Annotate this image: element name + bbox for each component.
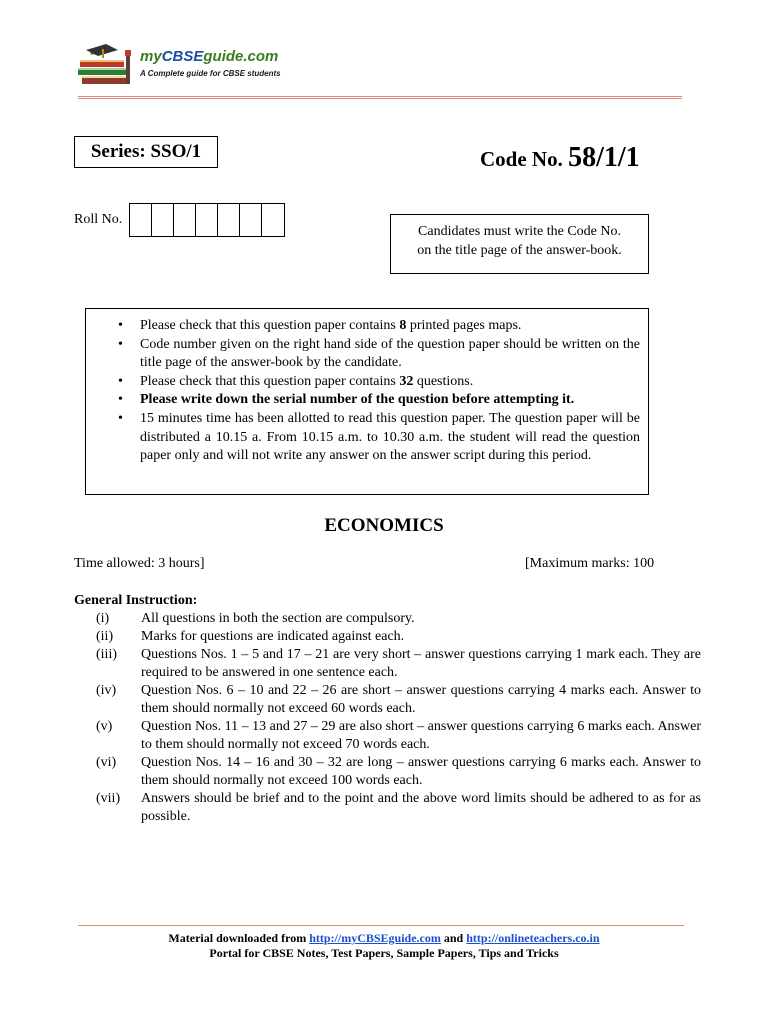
- logo-cbse: CBSE: [161, 48, 204, 65]
- general-instruction-heading: General Instruction:: [74, 593, 198, 608]
- books-icon: [76, 40, 138, 90]
- general-instruction-item: [74, 610, 701, 628]
- instruction-item: [140, 391, 640, 410]
- general-instruction-item: [74, 718, 701, 754]
- maximum-marks: [Maximum marks: 100: [525, 556, 655, 571]
- mycbseguide-logo[interactable]: [76, 40, 316, 90]
- onlineteachers-link[interactable]: http://onlineteachers.co.in: [466, 931, 600, 945]
- header-divider: [78, 96, 682, 99]
- instruction-number: (ii): [96, 629, 114, 644]
- instruction-item: [140, 373, 640, 392]
- instruction-text-bold: Please write down the serial number of the question before attempting it.: [140, 392, 575, 408]
- question-count: 32: [399, 373, 414, 389]
- roll-no-label: Roll No.: [74, 212, 123, 227]
- roll-no-boxes: [129, 203, 285, 237]
- instruction-text: Please check that this question paper contains: [140, 373, 400, 389]
- instruction-number: (iv): [96, 683, 117, 698]
- mycbseguide-link[interactable]: http://myCBSEguide.com: [309, 931, 441, 945]
- instruction-text: Question Nos. 11 – 13 and 27 – 29 are also short – answer questions carrying 6 marks each. Answer to them should normally not exceed 70 words each.: [141, 719, 701, 752]
- logo-tagline: A Complete guide for CBSE students: [140, 69, 281, 78]
- instruction-text: All questions in both the section are compulsory.: [141, 611, 415, 626]
- general-instruction-item: [74, 646, 701, 682]
- logo-my: my: [140, 48, 162, 65]
- instruction-text: Question Nos. 14 – 16 and 30 – 32 are long – answer questions carrying 6 marks each. Answer to them should normally not exceed 100 words each.: [141, 755, 701, 788]
- candidate-note-box: [390, 214, 649, 274]
- general-instruction-item: [74, 682, 701, 718]
- time-allowed: Time allowed: 3 hours]: [74, 556, 205, 571]
- roll-no-cell: [218, 204, 240, 236]
- code-label: Code No.: [480, 147, 563, 171]
- instruction-text: Question Nos. 6 – 10 and 22 – 26 are short – answer questions carrying 4 marks each. Answer to them should normally not exceed 60 words each.: [141, 683, 701, 716]
- candidate-note-line2: on the title page of the answer-book.: [417, 243, 622, 258]
- instruction-text: Please check that this question paper contains: [140, 318, 400, 333]
- instruction-text: Answers should be brief and to the point and the above word limits should be adhered to as for as possible.: [141, 791, 701, 824]
- roll-no-cell: [240, 204, 262, 236]
- instruction-number: (vi): [96, 755, 117, 770]
- code-value: 58/1/1: [568, 142, 640, 173]
- instruction-text: printed pages maps.: [406, 318, 522, 333]
- footer-divider: [78, 925, 684, 926]
- footer-text: and: [440, 931, 467, 945]
- footer-line1: [0, 931, 768, 946]
- logo-domain: guide.com: [203, 48, 279, 65]
- instruction-text: Marks for questions are indicated against each.: [141, 629, 405, 644]
- roll-no-cell: [174, 204, 196, 236]
- roll-no-cell: [196, 204, 218, 236]
- general-instruction-item: [74, 790, 701, 826]
- general-instruction-item: [74, 754, 701, 790]
- code-number: [480, 142, 640, 174]
- instruction-item: • 15 minutes time has been allotted to read this question paper. The question paper will be distributed a 10.15 a. From 10.15 a.m. to 10.30 a.m. the student will read the question paper only and will not write any answer on the answer script during this period.: [140, 410, 640, 466]
- instructions-box: [85, 308, 649, 495]
- instruction-number: (v): [96, 719, 113, 734]
- general-instruction-item: [74, 628, 701, 646]
- candidate-note-line1: Candidates must write the Code No.: [418, 224, 621, 239]
- general-instruction-list: [74, 610, 701, 826]
- roll-no-cell: [130, 204, 152, 236]
- instruction-text: questions.: [413, 373, 474, 389]
- footer: [0, 931, 768, 961]
- instruction-number: (iii): [96, 647, 117, 662]
- subject-title: ECONOMICS: [324, 515, 444, 536]
- roll-no-cell: [262, 204, 284, 236]
- instructions-list: [86, 309, 648, 466]
- footer-text: Material downloaded from: [168, 931, 310, 945]
- footer-line2: Portal for CBSE Notes, Test Papers, Sample Papers, Tips and Tricks: [209, 946, 559, 960]
- page-count: 8: [399, 318, 407, 333]
- roll-no-cell: [152, 204, 174, 236]
- instruction-item: [140, 317, 640, 336]
- instruction-text: Questions Nos. 1 – 5 and 17 – 21 are very short – answer questions carrying 1 mark each. They are required to be answered in one sentence each.: [141, 647, 701, 680]
- instruction-item: • Code number given on the right hand side of the question paper should be written on the title page of the answer-book by the candidate.: [140, 336, 640, 373]
- instruction-number: (i): [96, 611, 110, 626]
- logo-title: [140, 48, 278, 65]
- series-box: Series: SSO/1: [74, 136, 218, 168]
- instruction-number: (vii): [96, 791, 121, 806]
